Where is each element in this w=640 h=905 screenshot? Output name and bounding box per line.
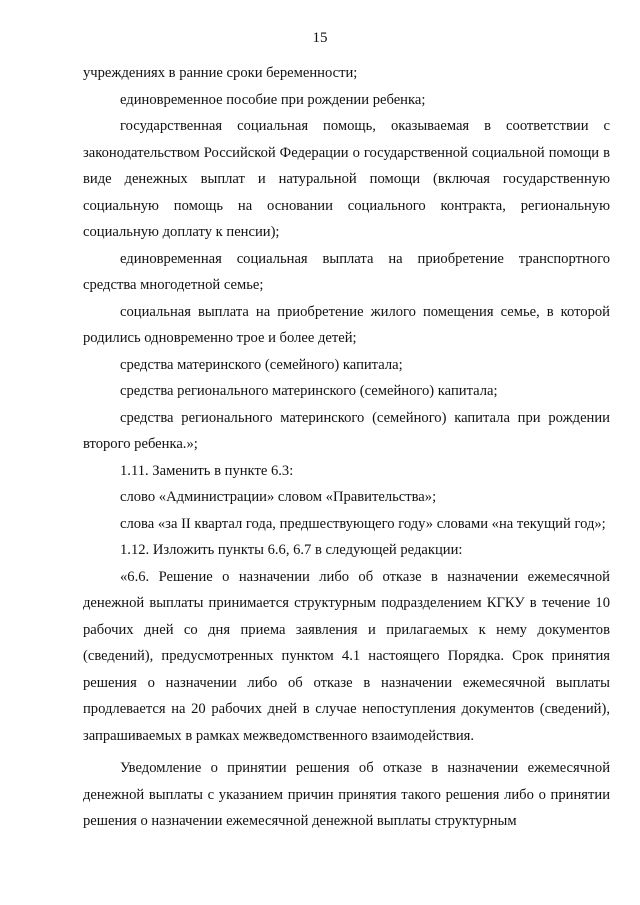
document-body: [83, 60, 610, 835]
clause-1-11-phrase-replacement: слова «за II квартал года, предшествующего году» словами «на текущий год»;: [120, 515, 606, 532]
list-item-transport-payment: единовременная социальная выплата на приобретение транспортного средства многодетной семье;: [83, 250, 610, 293]
clause-1-11: 1.11. Заменить в пункте 6.3:: [120, 462, 294, 479]
list-item-regional-maternity-capital-second-child: средства регионального материнского (семейного) капитала при рождении второго ребенка.»;: [83, 409, 610, 452]
clause-6-6-notification: Уведомление о принятии решения об отказе в назначении ежемесячной денежной выплаты с указанием причин принятия такого решения либо о принятии решения о назначении ежемесячной денежной выплаты структурным: [83, 760, 610, 829]
list-item-state-social-assistance: государственная социальная помощь, оказываемая в соответствии с законодательством Российской Федерации о государственной социальной помощи в виде денежных выплат и натуральной помощи (включая государственную социальную помощь на основании социального контракта, региональную социальную доплату к пенсии);: [83, 118, 610, 240]
paragraph-continuation: учреждениях в ранние сроки беременности;: [83, 65, 358, 81]
clause-6-6: «6.6. Решение о назначении либо об отказе в назначении ежемесячной денежной выплаты принимается структурным подразделением КГКУ в течение 10 рабочих дней со дня приема заявления и прилагаемых к нему документов (сведений), предусмотренных пунктом 4.1 настоящего Порядка. Срок принятия решения о назначении либо об отказе в назначении ежемесячной выплаты продлевается на 20 рабочих дней в случае непоступления документов (сведений), запрашиваемых в рамках межведомственного взаимодействия.: [83, 568, 610, 744]
list-item-regional-maternity-capital: средства регионального материнского (семейного) капитала;: [120, 383, 498, 399]
clause-1-11-word-replacement: слово «Администрации» словом «Правительства»;: [120, 489, 437, 505]
list-item-maternity-capital: средства материнского (семейного) капитала;: [120, 356, 403, 373]
list-item-housing-payment: социальная выплата на приобретение жилого помещения семье, в которой родились одновременно трое и более детей;: [83, 303, 610, 346]
page-number: 15: [312, 30, 328, 46]
list-item-lump-sum-birth-benefit: единовременное пособие при рождении ребенка;: [120, 91, 426, 108]
clause-1-12: 1.12. Изложить пункты 6.6, 6.7 в следующей редакции:: [120, 542, 463, 558]
